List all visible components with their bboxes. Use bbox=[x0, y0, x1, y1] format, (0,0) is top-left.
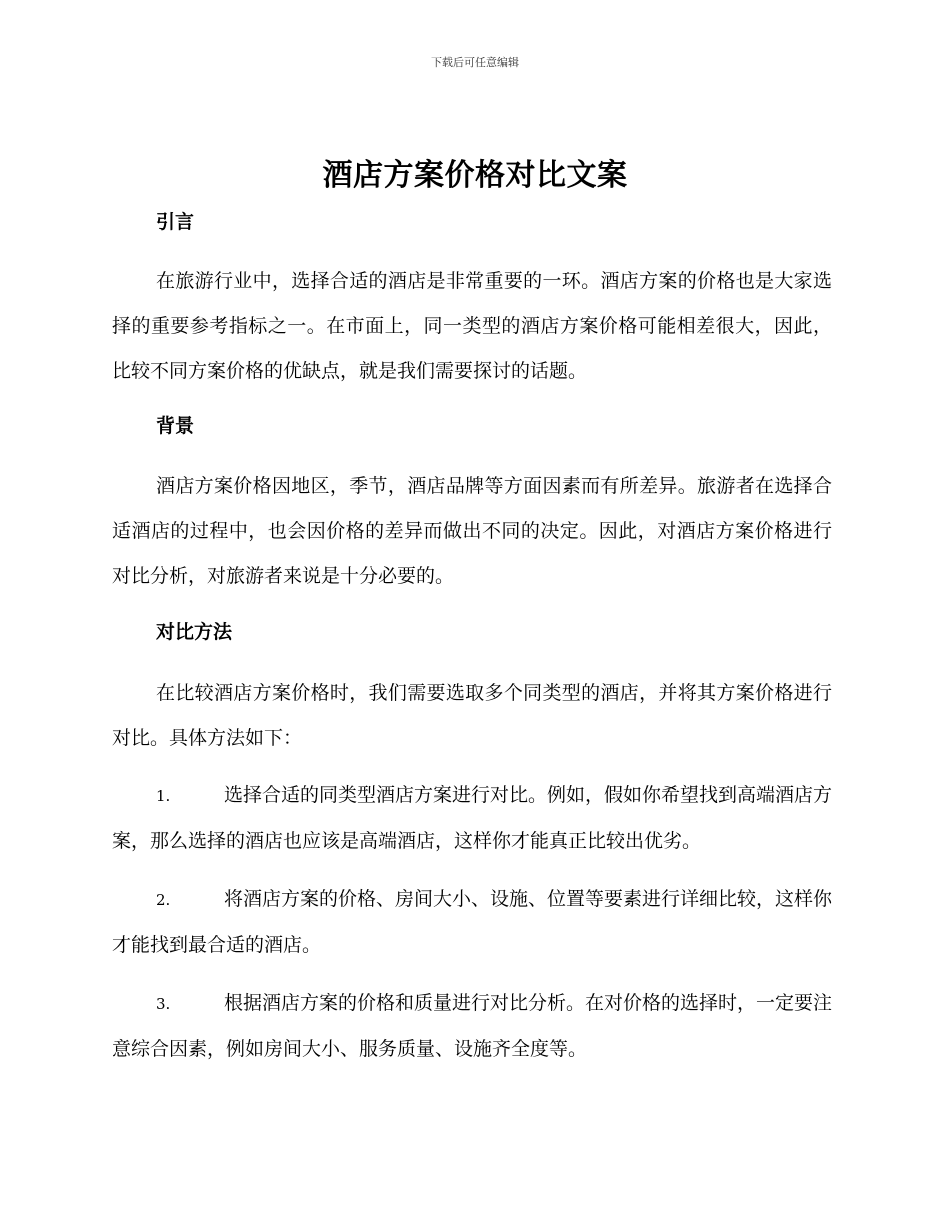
section-heading-intro: 引言 bbox=[156, 211, 195, 233]
method-list bbox=[112, 773, 832, 1072]
section-heading-method: 对比方法 bbox=[156, 621, 233, 643]
intro-paragraph: 在旅游行业中，选择合适的酒店是非常重要的一环。酒店方案的价格也是大家选择的重要参考指标之一。在市面上，同一类型的酒店方案价格可能相差很大，因此，比较不同方案价格的优缺点，就是我们需要探讨的话题。 bbox=[112, 270, 832, 382]
method-paragraph: 在比较酒店方案价格时，我们需要选取多个同类型的酒店，并将其方案价格进行对比。具体方法如下： bbox=[112, 682, 832, 749]
list-item-text: 选择合适的同类型酒店方案进行对比。例如，假如你希望找到高端酒店方案，那么选择的酒店也应该是高端酒店，这样你才能真正比较出优劣。 bbox=[112, 784, 833, 852]
list-item-text: 将酒店方案的价格、房间大小、设施、位置等要素进行详细比较，这样你才能找到最合适的酒店。 bbox=[112, 888, 833, 956]
section-heading-background: 背景 bbox=[156, 415, 195, 437]
header-note: 下载后可任意编辑 bbox=[431, 56, 519, 69]
background-paragraph: 酒店方案价格因地区，季节，酒店品牌等方面因素而有所差异。旅游者在选择合适酒店的过程中，也会因价格的差异而做出不同的决定。因此，对酒店方案价格进行对比分析，对旅游者来说是十分必要的。 bbox=[112, 475, 832, 587]
list-item-text: 根据酒店方案的价格和质量进行对比分析。在对价格的选择时，一定要注意综合因素，例如房间大小、服务质量、设施齐全度等。 bbox=[112, 992, 833, 1060]
document-title: 酒店方案价格对比文案 bbox=[322, 158, 628, 193]
list-item-number: 2. bbox=[156, 891, 171, 909]
document-body bbox=[112, 204, 832, 1072]
list-item bbox=[112, 981, 832, 1072]
list-item-number: 1. bbox=[156, 787, 171, 805]
list-item-number: 3. bbox=[156, 995, 171, 1013]
list-item bbox=[112, 773, 832, 864]
list-item bbox=[112, 877, 832, 968]
